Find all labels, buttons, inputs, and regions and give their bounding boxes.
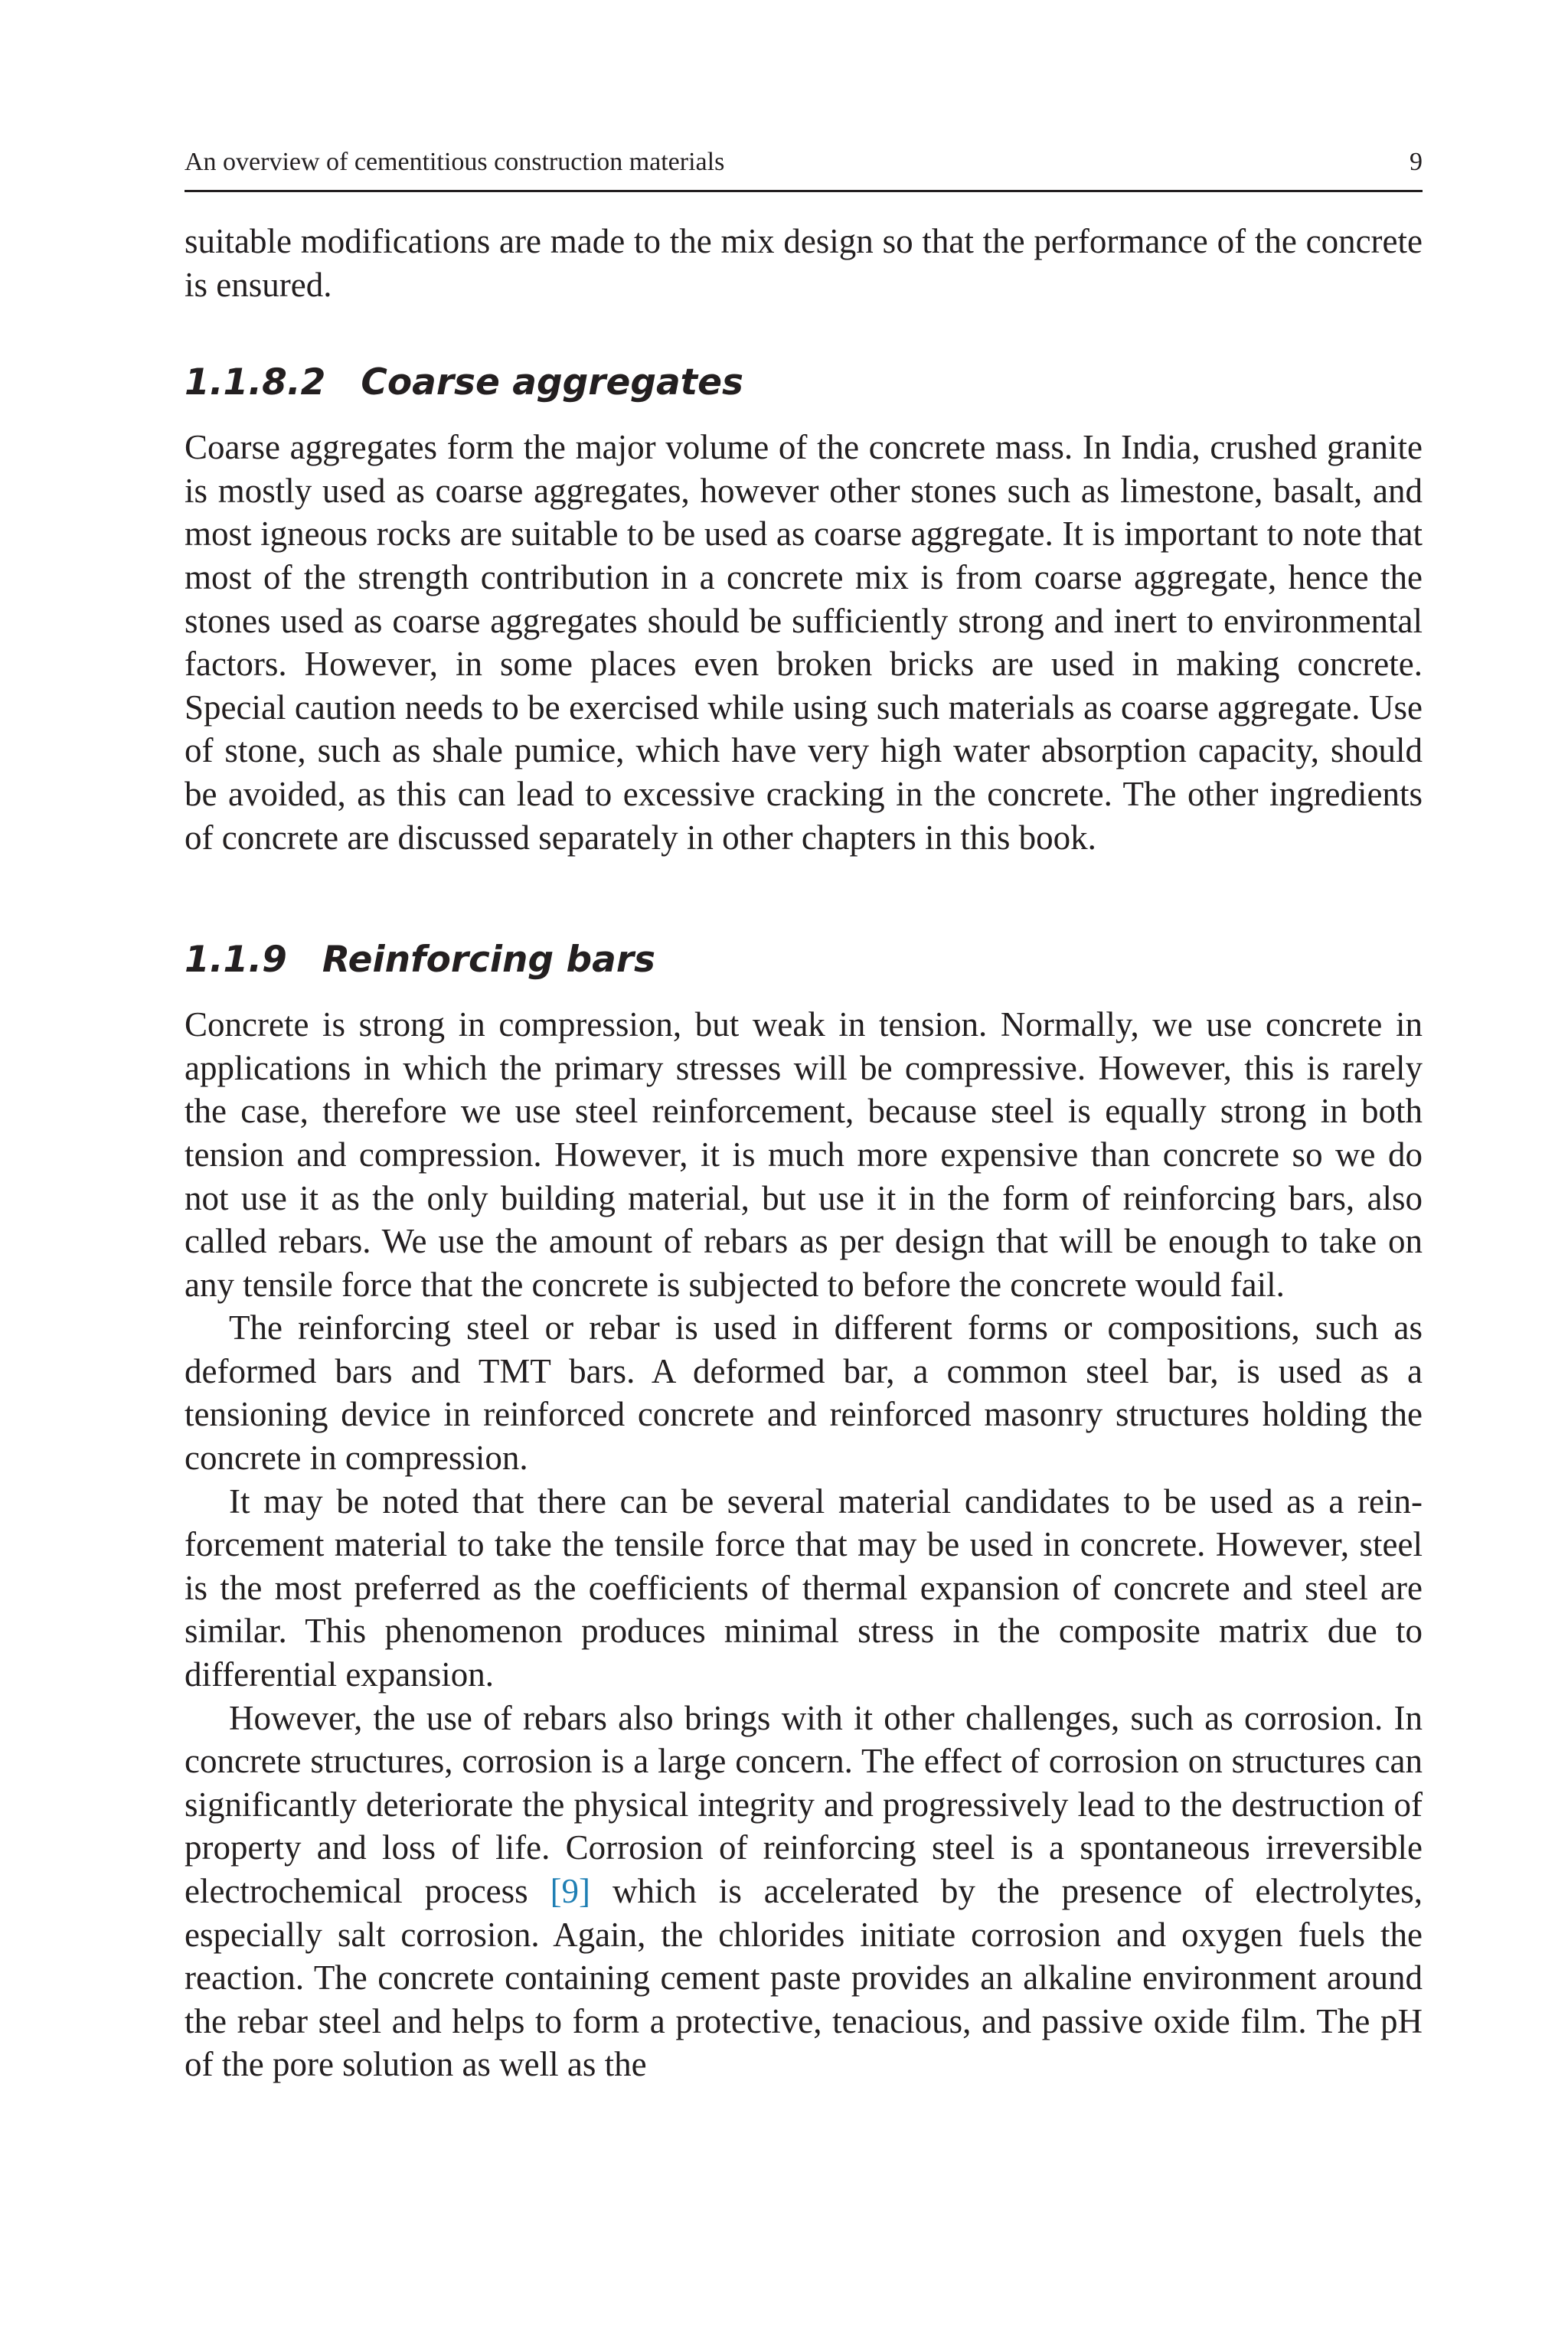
running-head-title: An overview of cementitious construction materials	[185, 148, 725, 176]
paragraph-4-text-before-citation: However, the use of rebars also brings with it other challenges, such as corrosion. In concrete structures, corrosion is a large concern. The effect of corrosion on structures can significantly deteriorate the physical integrity and progressively lead to the destruction of property and loss of life. Corrosion of reinforcing steel is a spontaneous irreversible electrochemical process	[185, 1698, 1423, 1910]
subsection-number: 1.1.8.2	[185, 361, 326, 404]
section-number: 1.1.9	[185, 939, 287, 982]
subsection-title: Coarse aggregates	[361, 361, 744, 404]
running-head	[185, 145, 1423, 192]
reinforcing-bars-paragraph-1: Concrete is strong in compression, but weak in tension. Normally, we use concrete in applications in which the primary stresses will be compressive. However, this is rarely the case, therefore we use steel reinforcement, because steel is equally strong in both tension and compression. However, it is much more expensive than concrete so we do not use it as the only building material, but use it in the form of reinforcing bars, also called rebars. We use the amount of rebars as per design that will be enough to take on any tensile force that the concrete is subjected to before the concrete would fail.	[185, 1005, 1423, 1304]
book-page	[185, 145, 1423, 2086]
section-heading-reinforcing-bars	[185, 937, 1423, 983]
reinforcing-bars-paragraph-3: It may be noted that there can be several material candidates to be used as a reinforcement material to take the tensile force that may be used in concrete. However, steel is the most preferred as the coefficients of thermal expansion of concrete and steel are similar. This phenomenon produces minimal stress in the composite matrix due to differential expansion.	[185, 1481, 1423, 1694]
coarse-aggregates-paragraph: Coarse aggregates form the major volume of the concrete mass. In India, crushed granite is mostly used as coarse aggregates, however other stones such as limestone, basalt, and most igneous rocks are suitable to be used as coarse aggregate. It is important to note that most of the strength contribution in a concrete mix is from coarse aggregate, hence the stones used as coarse aggregates should be sufficiently strong and inert to environmental factors. However, in some places even broken bricks are used in making concrete. Special caution needs to be exercised while using such materials as coarse aggregate. Use of stone, such as shale pumice, which have very high water absorption capacity, should be avoided, as this can lead to excessive cracking in the concrete. The other ingredients of concrete are discussed separately in other chapters in this book.	[185, 428, 1423, 857]
reinforcing-bars-paragraph-2: The reinforcing steel or rebar is used in different forms or compositions, such as deformed bars and TMT bars. A deformed bar, a common steel bar, is used as a tensioning device in reinforced concrete and reinforced masonry structures holding the concrete in compression.	[185, 1308, 1423, 1478]
paragraph-4-text-after-citation: which is accelerated by the presence of electrolytes, especially salt corrosion. Again, the chlorides initiate corrosion and oxygen fuels the reaction. The concrete containing cement paste provides an alkaline environment around the rebar steel and helps to form a protective, tenacious, and passive oxide film. The pH of the pore solution as well as the	[185, 1872, 1423, 2084]
intro-paragraph: suitable modifications are made to the mix design so that the performance of the concrete is ensured.	[185, 222, 1423, 304]
citation-link-9[interactable]: [9]	[550, 1872, 591, 1910]
reinforcing-bars-paragraph-4	[185, 1697, 1423, 2086]
subsection-heading-coarse-aggregates	[185, 360, 1423, 406]
page-number: 9	[1410, 148, 1423, 176]
section-title: Reinforcing bars	[322, 939, 655, 982]
